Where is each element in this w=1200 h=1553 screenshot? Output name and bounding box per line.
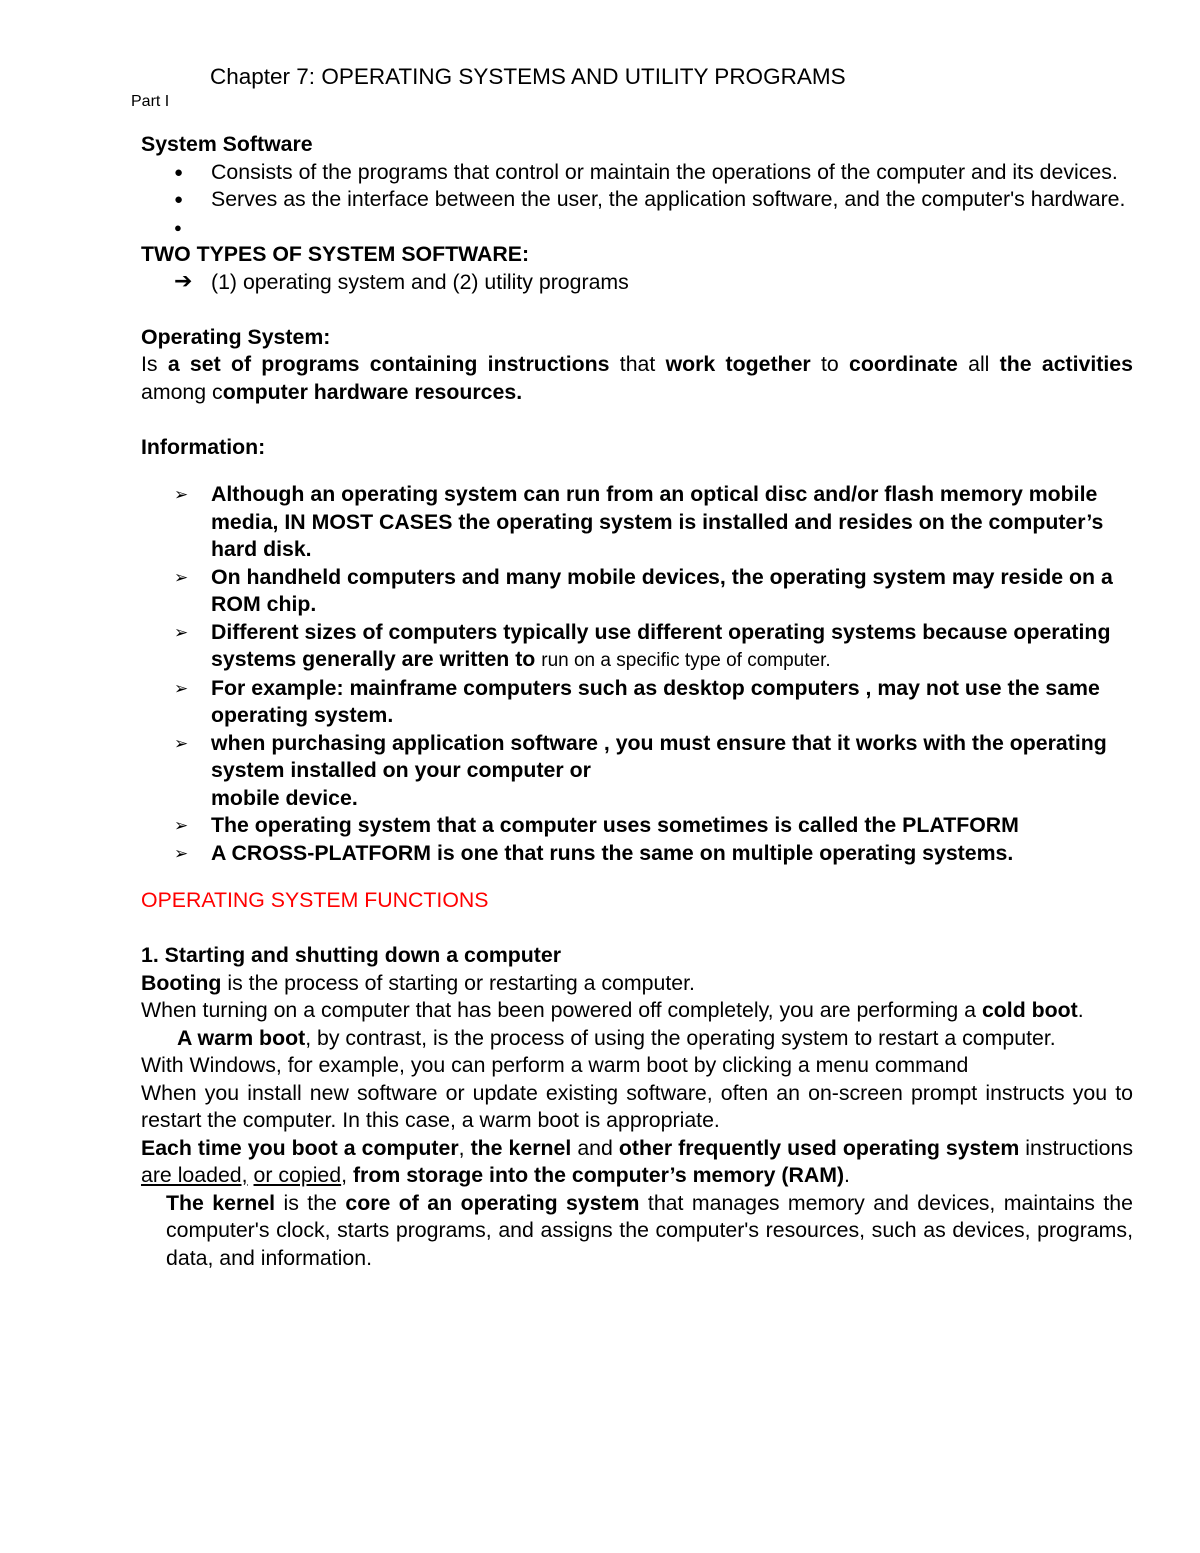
arrowhead-bullet-icon: ➢ — [174, 678, 189, 698]
arrowhead-bullet-icon: ➢ — [174, 843, 189, 863]
arrowhead-bullet-icon: ➢ — [174, 485, 189, 504]
operating-system-definition: Is a set of programs containing instructions that work together to coordinate all the activities among computer hardware resources. — [141, 352, 1134, 404]
cold-boot-paragraph: When turning on a computer that has been powered off completely, you are performing a cold boot. — [141, 998, 1084, 1022]
document-body — [141, 131, 1133, 1272]
page-title: Chapter 7: OPERATING SYSTEMS AND UTILITY PROGRAMS — [210, 64, 846, 89]
arrowhead-bullet-icon: ➢ — [174, 733, 189, 753]
operating-system-heading: Operating System: — [141, 324, 331, 349]
arrowhead-bullet-icon: ➢ — [174, 567, 189, 587]
system-software-heading: System Software — [141, 132, 313, 156]
functions-heading: OPERATING SYSTEM FUNCTIONS — [141, 888, 489, 912]
black-circle-icon: ● — [174, 219, 182, 235]
list-item: ➢ For example: mainframe computers such as desktop computers , may not use the same operating system. — [174, 675, 1100, 727]
list-item-empty — [141, 214, 1133, 242]
list-item: ● Consists of the programs that control or maintain the operations of the computer and its devices. — [141, 159, 1133, 187]
windows-paragraph: With Windows, for example, you can perform a warm boot by clicking a menu command — [141, 1053, 969, 1077]
kernel-load-paragraph: Each time you boot a computer, the kernel and other frequently used operating system instructions are loaded, or copied, from storage into the computer’s memory (RAM). — [141, 1135, 1133, 1187]
two-types-heading: TWO TYPES OF SYSTEM SOFTWARE: — [141, 242, 530, 266]
booting-paragraph: Booting is the process of starting or restarting a computer. — [141, 970, 695, 995]
section-1-heading: 1. Starting and shutting down a computer — [141, 943, 562, 967]
part-label: Part I — [131, 93, 170, 110]
arrowhead-bullet-icon: ➢ — [174, 816, 189, 835]
install-paragraph: When you install new software or update existing software, often an on-screen prompt instructs you to restart the computer. In this case, a warm boot is appropriate. — [141, 1080, 1133, 1132]
list-item: ➢ A CROSS-PLATFORM is one that runs the same on multiple operating systems. — [141, 840, 1133, 868]
list-item: ➔ (1) operating system and (2) utility programs — [174, 267, 629, 294]
kernel-definition-paragraph: The kernel is the core of an operating system that manages memory and devices, maintains the computer's clock, starts programs, and assigns the computer's resources, such as devices, programs, data, and information. — [166, 1190, 1133, 1270]
system-software-list — [141, 159, 1133, 242]
black-circle-icon: ● — [174, 163, 184, 181]
list-item: ➢ On handheld computers and many mobile devices, the operating system may reside on a ROM chip. — [174, 564, 1113, 616]
list-item: ➢ when purchasing application software , you must ensure that it works with the operating system installed on your computer or mobile device. — [174, 730, 1107, 810]
list-item: ● Serves as the interface between the user, the application software, and the computer's hardware. — [141, 186, 1133, 214]
list-item: ➢ Different sizes of computers typically use different operating systems because operating systems generally are written to run on a specific type of computer. — [174, 619, 1111, 671]
right-arrow-icon: ➔ — [174, 267, 193, 293]
warm-boot-paragraph: A warm boot, by contrast, is the process of using the operating system to restart a computer. — [177, 1025, 1056, 1050]
information-list — [141, 481, 1133, 867]
list-item: ➢ Although an operating system can run from an optical disc and/or flash memory mobile media, IN MOST CASES the operating system is installed and resides on the computer’s hard disk. — [174, 482, 1104, 561]
information-heading: Information: — [141, 434, 266, 459]
black-circle-icon: ● — [174, 191, 184, 208]
list-item: ➢ The operating system that a computer uses sometimes is called the PLATFORM — [141, 812, 1133, 840]
arrowhead-bullet-icon: ➢ — [174, 622, 189, 642]
two-types-list — [141, 269, 1133, 297]
